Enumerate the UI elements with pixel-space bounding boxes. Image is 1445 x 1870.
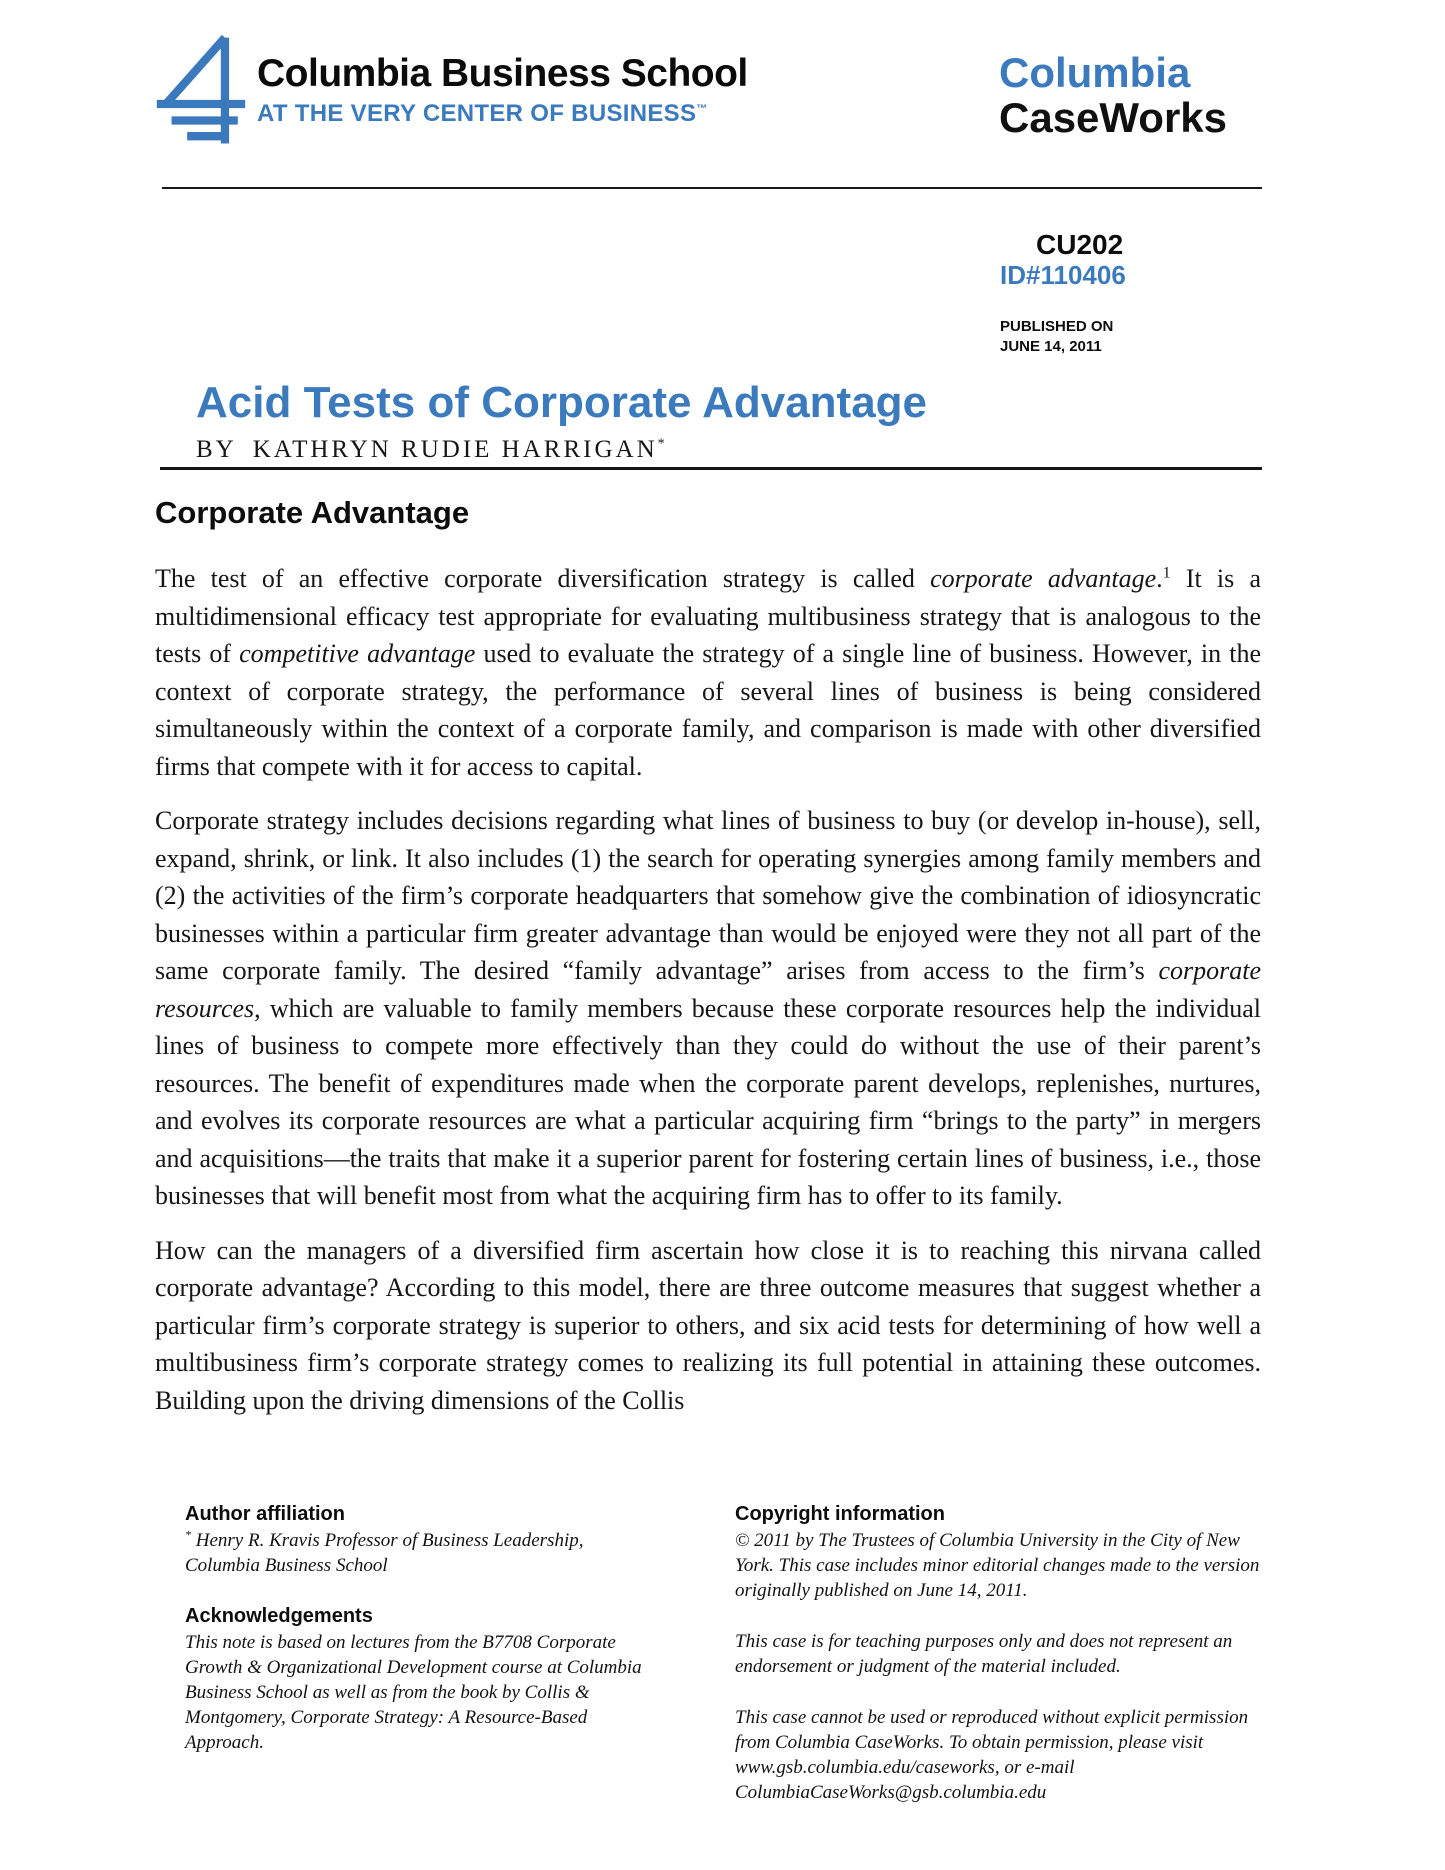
footer-text: This case cannot be used or reproduced without explicit permission from Columbia CaseWorks. To obtain permission, please visit www.gsb.columbia.edu/caseworks, or e-mail ColumbiaCaseWorks@gsb.columbia.edu	[735, 1707, 1249, 1803]
footer-heading: Acknowledgements	[185, 1605, 373, 1627]
caseworks-line1: Columbia	[999, 49, 1191, 96]
article-paragraph: The test of an effective corporate diversification strategy is called corporate advantage.$^1$ It is a multidimensional efficacy test appropriate for evaluating multibusiness strategy that is analogous to the tests of competitive advantage used to evaluate the strategy of a single line of business. However, in the context of corporate strategy, the performance of several lines of business is being considered simultaneously within the context of a corporate family, and comparison is made with other diversified firms that compete with it for access to capital.	[155, 564, 1262, 781]
school-name: Columbia Business School	[257, 52, 748, 95]
published-label: PUBLISHED ON	[1000, 317, 1114, 335]
article-paragraph: How can the managers of a diversified firm ascertain how close it is to reaching this nirvana called corporate advantage? According to this model, there are three outcome measures that suggest whether a particular firm’s corporate strategy is superior to others, and six acid tests for determining of how well a multibusiness firm’s corporate strategy comes to realizing its full potential in attaining these outcomes. Building upon the driving dimensions of the Collis	[155, 1235, 1261, 1415]
case-id: ID#110406	[1000, 259, 1126, 290]
footer-text: © 2011 by The Trustees of Columbia University in the City of New York. This case includes minor editorial changes made to the version originally published on June 14, 2011.	[735, 1530, 1260, 1601]
trademark-symbol: ™	[696, 103, 708, 115]
brand-text	[257, 34, 748, 126]
byline-footnote-mark: *	[657, 436, 665, 452]
article	[155, 496, 1261, 1436]
case-meta	[1000, 230, 1126, 357]
byline	[196, 437, 927, 462]
published-block	[1000, 317, 1126, 357]
footnotes-footer	[185, 1502, 1277, 1831]
footer-text: This note is based on lectures from the B7708 Corporate Growth & Organizational Development course at Columbia Business School as well as from the book by Collis & Montgomery, Corporate Strategy: A Resource-Based Approach.	[185, 1632, 642, 1753]
header	[155, 34, 1261, 150]
footnote-reference: 1	[1162, 564, 1171, 582]
school-tagline	[257, 102, 748, 126]
title-divider	[160, 467, 1262, 470]
article-paragraph: Corporate strategy includes decisions regarding what lines of business to buy (or develop in-house), sell, expand, shrink, or link. It also includes (1) the search for operating synergies among family members and (2) the activities of the firm’s corporate headquarters that somehow give the combination of idiosyncratic businesses within a particular firm greater advantage than would be enjoyed were they not all part of the same corporate family. The desired “family advantage” arises from access to the firm’s corporate resources, which are valuable to family members because these corporate resources help the individual lines of business to compete more effectively than they could do without the use of their parent’s resources. The benefit of expenditures made when the corporate parent develops, replenishes, nurtures, and evolves its corporate resources are what a particular acquiring firm “brings to the party” in mergers and acquisitions—the traits that make it a superior parent for fostering certain lines of business, i.e., those businesses that will benefit most from what the acquiring firm has to offer to its family.	[155, 806, 1261, 1211]
columbia-crown-icon	[155, 34, 247, 150]
footer-text: * Henry R. Kravis Professor of Business Leadership, Columbia Business School	[185, 1527, 584, 1576]
course-code: CU202	[1036, 229, 1124, 260]
caseworks-wordmark	[999, 34, 1261, 141]
published-date: JUNE 14, 2011	[1000, 337, 1102, 355]
caseworks-line2: CaseWorks	[999, 94, 1228, 142]
section-heading: Corporate Advantage	[155, 495, 470, 530]
article-paragraphs	[155, 560, 1261, 1419]
header-divider	[162, 187, 1262, 189]
document-title: Acid Tests of Corporate Advantage	[196, 378, 928, 427]
footnote-mark: *	[185, 1527, 191, 1542]
footer-text: This case is for teaching purposes only and does not represent an endorsement or judgment of the material included.	[735, 1631, 1233, 1677]
footer-heading: Author affiliation	[185, 1503, 345, 1525]
title-block	[196, 378, 928, 463]
byline-author: KATHRYN RUDIE HARRIGAN	[252, 436, 658, 463]
byline-prefix: BY	[196, 436, 237, 463]
tagline-text: AT THE VERY CENTER OF BUSINESS	[257, 100, 697, 127]
footer-col-left	[185, 1502, 663, 1831]
columbia-business-school-logo	[155, 34, 748, 150]
footer-heading: Copyright information	[735, 1503, 945, 1525]
footer-col-right	[735, 1502, 1277, 1831]
